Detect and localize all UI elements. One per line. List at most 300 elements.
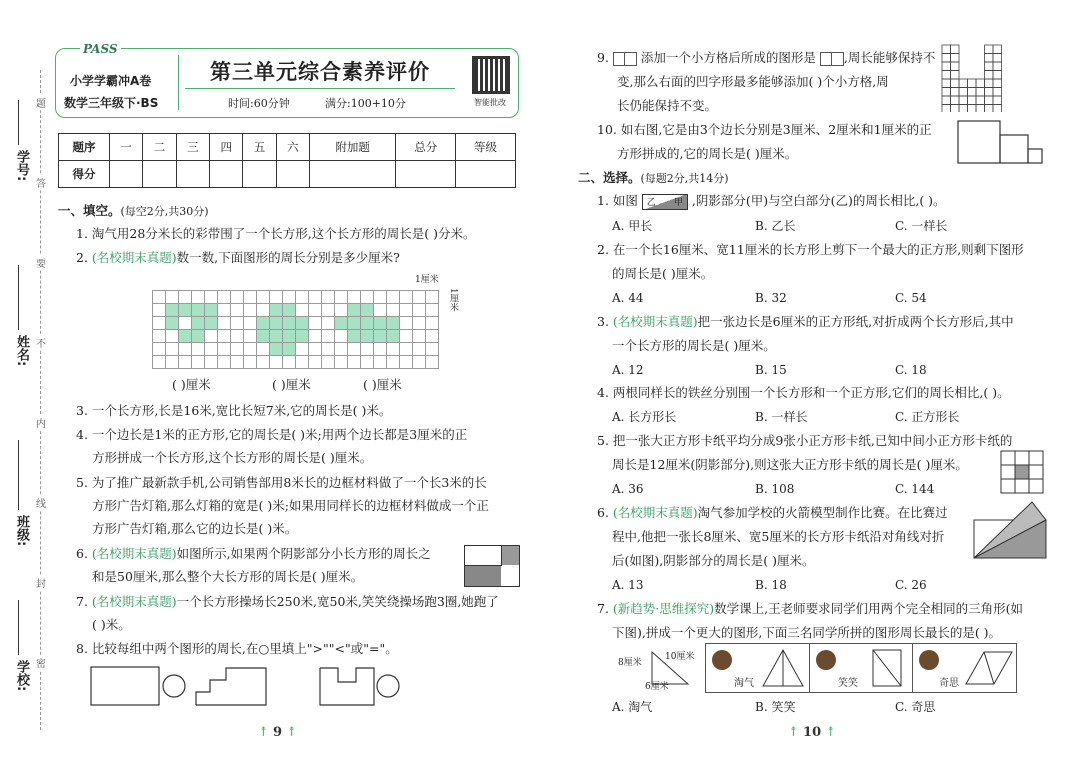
grid-cell — [387, 317, 400, 330]
grid-cell — [942, 105, 951, 113]
grid-cell — [270, 330, 283, 343]
section-note: (每题2分,共14分) — [640, 172, 729, 185]
choice-6-line2: 程中,他把一张长8厘米、宽5厘米的长方形卡纸沿对角线对折 — [612, 529, 945, 544]
child-name: 奇思 — [939, 678, 959, 689]
grid-cell — [942, 79, 951, 88]
choice-3-line1: 3. (名校期末真题)把一张边长是6厘米的正方形纸,对折成两个长方形后,其中 — [597, 314, 1014, 329]
grid-cell — [426, 291, 439, 304]
folded-rectangle-figure — [972, 500, 1050, 562]
grid-cell — [192, 291, 205, 304]
grid-cell — [959, 88, 968, 97]
qr-code-icon — [472, 56, 510, 94]
question-7-line2: ( )米。 — [92, 617, 131, 632]
question-tag: (名校期末真题) — [91, 250, 177, 265]
question-9-line2: 变,那么右面的凹字形最多能够添加( )个小方格,周 — [617, 74, 889, 89]
combined-shape — [871, 648, 905, 688]
child-name: 淘气 — [734, 678, 754, 689]
grid-cell — [361, 291, 374, 304]
grid-cell — [374, 356, 387, 369]
grid-cell — [387, 330, 400, 343]
grid-cell — [296, 343, 309, 356]
grid-cell — [361, 304, 374, 317]
grid-cell — [400, 343, 413, 356]
grid-cell — [374, 343, 387, 356]
question-9-line1: 9. 添加一个小方格后所成的图形是 ,周长能够保持不 — [597, 50, 936, 65]
grid-cell — [309, 304, 322, 317]
option-a[interactable]: A. 长方形长 — [612, 410, 677, 424]
grid-cell — [205, 304, 218, 317]
grid-cell — [993, 54, 1002, 63]
option-c[interactable]: C. 54 — [895, 291, 927, 305]
question-3: 3. 一个长方形,长是16米,宽比长短7米,它的周长是( )米。 — [76, 403, 392, 418]
grid-cell — [205, 291, 218, 304]
grid-cell — [322, 304, 335, 317]
grid-cell — [400, 356, 413, 369]
section-heading — [578, 170, 729, 187]
option-b[interactable]: B. 一样长 — [755, 410, 808, 424]
side-label: 8厘米 — [618, 658, 642, 668]
table-cell: 三 — [176, 134, 209, 161]
question-5-line3: 方形广告灯箱,那么它的边长是( )米。 — [92, 521, 298, 536]
grid-cell — [322, 356, 335, 369]
grid-cell — [335, 343, 348, 356]
grid-cell — [179, 317, 192, 330]
question-4-line1: 4. 一个边长是1米的正方形,它的周长是( )米;用两个边长都是3厘米的正 — [76, 427, 468, 442]
grid-cell — [257, 291, 270, 304]
grid-cell — [413, 317, 426, 330]
combined-shape — [964, 650, 1014, 686]
score-cell[interactable] — [243, 161, 276, 188]
seal-char: 要 — [36, 255, 46, 270]
student-id-label: 学号: — [14, 150, 29, 182]
option-a[interactable]: A. 淘气 — [612, 700, 653, 714]
option-c[interactable]: C. 18 — [895, 363, 927, 377]
small-grid-icon — [820, 52, 844, 66]
grid-cell — [993, 96, 1002, 105]
table-cell: 一 — [110, 134, 143, 161]
header-divider — [178, 55, 179, 110]
question-4-line2: 方形拼成一个长方形,这个长方形的周长是( )厘米。 — [92, 450, 373, 465]
page-number: ↟ 10 ↟ — [788, 725, 837, 740]
question-tag: (名校期末真题) — [612, 314, 698, 329]
grid-cell — [166, 330, 179, 343]
grid-cell — [257, 317, 270, 330]
grid-cell — [231, 343, 244, 356]
grid-cell — [270, 317, 283, 330]
seal-char: 内 — [36, 415, 46, 430]
grid-cell — [374, 330, 387, 343]
grid-cell — [283, 330, 296, 343]
grid-cell — [951, 79, 960, 88]
grid-cell — [296, 291, 309, 304]
section-title: 二、选择。 — [578, 170, 641, 185]
question-10-line2: 方形拼成的,它的周长是( )厘米。 — [617, 146, 798, 161]
grid-cell — [322, 330, 335, 343]
grid-cell — [951, 62, 960, 71]
table-cell: 五 — [243, 134, 276, 161]
split-rectangle-icon: 乙 甲 — [642, 194, 688, 210]
child-avatar-icon — [816, 650, 836, 670]
grid-cell — [153, 304, 166, 317]
grid-cell — [387, 343, 400, 356]
grid-cell — [192, 317, 205, 330]
grid-cell — [348, 291, 361, 304]
grid-cell — [283, 317, 296, 330]
grid-cell — [942, 54, 951, 63]
grid-cell — [413, 343, 426, 356]
grid-cell — [322, 317, 335, 330]
student-id-line — [18, 100, 19, 145]
grid-cell — [951, 71, 960, 80]
grid-cell — [361, 343, 374, 356]
child-avatar-icon — [712, 650, 732, 670]
question-text: 如图所示,如果两个阴影部分小长方形的周长之 — [176, 546, 431, 561]
question-tag: (名校期末真题) — [91, 546, 177, 561]
seal-char: 密 — [36, 655, 46, 670]
series-name: 小学学霸冲A卷 — [70, 74, 152, 88]
grid-figure — [152, 290, 439, 369]
right-page — [540, 0, 1080, 766]
class-label: 班级: — [14, 515, 29, 547]
side-label: 6厘米 — [645, 682, 669, 692]
grid-cell — [951, 96, 960, 105]
grid-cell — [985, 71, 994, 80]
grid-cell — [400, 304, 413, 317]
school-label: 学校: — [14, 660, 29, 692]
grid-cell — [348, 304, 361, 317]
choice-5-line2: 周长是12厘米(阴影部分),则这张大正方形卡纸的周长是( )厘米。 — [612, 457, 968, 472]
score-table-row — [59, 161, 516, 188]
option-c[interactable]: C. 奇思 — [895, 700, 936, 714]
score-cell[interactable] — [456, 161, 516, 188]
child-avatar-icon — [919, 650, 939, 670]
three-squares-figure — [957, 120, 1047, 165]
grid-cell — [309, 330, 322, 343]
small-grid-icon — [613, 52, 637, 66]
grid-cell — [270, 291, 283, 304]
grid-cell — [413, 291, 426, 304]
grid-cell — [179, 330, 192, 343]
option-a[interactable]: A. 44 — [612, 291, 644, 305]
grid-cell — [348, 317, 361, 330]
question-1: 1. 淘气用28分米长的彩带围了一个长方形,这个长方形的周长是( )分米。 — [76, 226, 476, 241]
grid-cell — [218, 343, 231, 356]
comparison-figures — [88, 662, 418, 712]
seal-char: 不 — [36, 335, 46, 350]
option-c[interactable]: C. 一样长 — [895, 219, 948, 233]
page-title: 第三单元综合素养评价 — [210, 60, 430, 84]
question-text: 数一数,下面图形的周长分别是多少厘米? — [176, 250, 400, 265]
grid-cell — [205, 330, 218, 343]
grid-cell — [192, 304, 205, 317]
grid-cell — [244, 291, 257, 304]
grid-cell — [968, 79, 977, 88]
grid-cell — [993, 62, 1002, 71]
grid-cell — [968, 96, 977, 105]
grid-cell — [309, 343, 322, 356]
grid-cell — [374, 291, 387, 304]
grid-cell — [205, 317, 218, 330]
grid-cell — [361, 330, 374, 343]
score-cell[interactable] — [310, 161, 396, 188]
grid-cell — [985, 62, 994, 71]
grid-cell — [231, 356, 244, 369]
grid-cell — [942, 62, 951, 71]
grid-cell — [218, 317, 231, 330]
option-c[interactable]: C. 144 — [895, 482, 935, 496]
table-cell: 附加题 — [310, 134, 396, 161]
option-a[interactable]: A. 甲长 — [612, 219, 653, 233]
option-b[interactable]: B. 笑笑 — [755, 700, 796, 714]
grid-cell — [218, 356, 231, 369]
question-10-line1: 10. 如右图,它是由3个边长分别是3厘米、2厘米和1厘米的正 — [597, 122, 932, 137]
grid-cell — [951, 45, 960, 54]
grid-cell — [976, 105, 985, 113]
grid-cell — [257, 304, 270, 317]
grid-cell — [993, 71, 1002, 80]
option-c[interactable]: C. 正方形长 — [895, 410, 960, 424]
table-cell: 二 — [143, 134, 176, 161]
grid-cell — [400, 330, 413, 343]
choice-7-line1: 7. (新趋势·思维探究)数学课上,王老师要求同学们用两个完全相同的三角形(如 — [597, 601, 1023, 616]
grid-cell — [335, 356, 348, 369]
grid-cell — [993, 105, 1002, 113]
score-cell[interactable] — [396, 161, 456, 188]
option-b[interactable]: B. 108 — [755, 482, 795, 496]
table-cell: 六 — [276, 134, 309, 161]
grid-cell — [218, 291, 231, 304]
side-label: 10厘米 — [665, 652, 695, 662]
grid-cell — [968, 88, 977, 97]
grid-cell — [942, 45, 951, 54]
grid-cell — [205, 343, 218, 356]
child-name: 笑笑 — [838, 678, 858, 689]
grid-cell — [257, 343, 270, 356]
grid-cell — [426, 317, 439, 330]
grid-cell — [244, 343, 257, 356]
choice-7-line2: 下图),拼成一个更大的图形,下面三名同学所拼的图形周长最长的是( )。 — [612, 625, 1002, 640]
grid-cell — [959, 96, 968, 105]
grid-cell — [335, 291, 348, 304]
answer-blank[interactable]: ( )厘米 — [172, 377, 211, 392]
option-a[interactable]: A. 36 — [612, 482, 644, 496]
grid-cell — [387, 356, 400, 369]
grid-cell — [413, 304, 426, 317]
seal-line — [40, 70, 41, 730]
grid-cell — [361, 317, 374, 330]
grid-cell — [192, 356, 205, 369]
grid-cell — [244, 356, 257, 369]
option-b[interactable]: B. 32 — [755, 291, 787, 305]
grid-cell — [283, 291, 296, 304]
grid-cell — [985, 105, 994, 113]
question-9-line3: 长仍能保持不变。 — [617, 98, 718, 113]
grid-cell — [942, 96, 951, 105]
table-cell: 总分 — [396, 134, 456, 161]
grid-cell — [968, 105, 977, 113]
name-label: 姓名: — [14, 335, 29, 367]
grid-cell — [179, 343, 192, 356]
grid-cell — [374, 304, 387, 317]
grid-cell — [426, 343, 439, 356]
grid-cell — [296, 317, 309, 330]
grid-cell — [309, 317, 322, 330]
choice-1-stem: 1. 如图 乙 甲 ,阴影部分(甲)与空白部分(乙)的周长相比,( )。 — [597, 193, 946, 208]
class-line — [18, 440, 19, 510]
section-heading — [58, 203, 209, 220]
grid-cell — [426, 304, 439, 317]
option-a[interactable]: A. 12 — [612, 363, 644, 377]
name-line — [18, 265, 19, 330]
seal-char: 答 — [36, 175, 46, 190]
grid-cell — [959, 105, 968, 113]
grid-cell — [166, 343, 179, 356]
answer-blank[interactable]: ( )厘米 — [272, 377, 311, 392]
choice-6-line3: 后(如图),阴影部分的周长是( )厘米。 — [612, 553, 815, 568]
choice-5-line1: 5. 把一张大正方形卡纸平均分成9张小正方形卡纸,已知中间小正方形卡纸的 — [597, 433, 1013, 448]
grid-cell — [942, 71, 951, 80]
grid-cell — [951, 105, 960, 113]
grid-cell — [322, 343, 335, 356]
grid-cell — [985, 45, 994, 54]
grid-cell — [218, 304, 231, 317]
grid-cell — [951, 54, 960, 63]
title-rule — [185, 88, 455, 89]
grid-cell — [426, 330, 439, 343]
question-6-line2: 和是50厘米,那么整个大长方形的周长是( )厘米。 — [92, 569, 364, 584]
unit-label: 1厘米 — [448, 288, 458, 312]
grid-cell — [296, 330, 309, 343]
grid-cell — [153, 330, 166, 343]
table-cell: 等级 — [456, 134, 516, 161]
grid-cell — [993, 79, 1002, 88]
grid-cell — [270, 304, 283, 317]
grid-cell — [257, 356, 270, 369]
grid-cell — [976, 96, 985, 105]
table-cell: 四 — [210, 134, 243, 161]
option-b[interactable]: B. 15 — [755, 363, 787, 377]
grid-cell — [153, 291, 166, 304]
grid-cell — [976, 88, 985, 97]
grid-cell — [192, 330, 205, 343]
grid-cell — [335, 330, 348, 343]
grid-cell — [244, 304, 257, 317]
score-table-header-row — [59, 134, 516, 161]
grid-cell — [387, 304, 400, 317]
answer-blank[interactable]: ( )厘米 — [363, 377, 402, 392]
question-5-line1: 5. 为了推广最新款手机,公司销售部用8米长的边框材料做了一个长3米的长 — [76, 475, 487, 490]
school-line — [18, 600, 19, 655]
grid-cell — [179, 356, 192, 369]
score-table — [58, 133, 516, 188]
grid-cell — [231, 304, 244, 317]
concave-grid-figure — [941, 44, 1003, 112]
grid-cell — [166, 356, 179, 369]
grid-cell — [283, 343, 296, 356]
grid-cell — [296, 304, 309, 317]
score-label: 满分:100+10分 — [325, 97, 406, 110]
grid-cell — [335, 317, 348, 330]
section-note: (每空2分,共30分) — [120, 205, 209, 218]
grid-cell — [387, 291, 400, 304]
grid-cell — [951, 88, 960, 97]
grid-cell — [153, 356, 166, 369]
seal-char: 封 — [36, 575, 46, 590]
question-5-line2: 方形广告灯箱,那么灯箱的宽是( )米;如果用同样长的边框材料做成一个正 — [92, 498, 489, 513]
option-c[interactable]: C. 26 — [895, 578, 927, 592]
option-a[interactable]: A. 13 — [612, 578, 644, 592]
question-8: 8. 比较每组中两个图形的周长,在○里填上">""<"或"="。 — [76, 641, 398, 656]
grid-cell — [374, 317, 387, 330]
grid-cell — [985, 88, 994, 97]
grid-cell — [179, 304, 192, 317]
grid-cell — [205, 356, 218, 369]
score-cell[interactable] — [276, 161, 309, 188]
question-7-line1: 7. (名校期末真题)一个长方形操场长250米,宽50米,笑笑绕操场跑3圈,她跑了 — [76, 594, 499, 609]
grid-cell — [283, 356, 296, 369]
grid-cell — [959, 79, 968, 88]
grid-cell — [993, 88, 1002, 97]
score-cell[interactable] — [210, 161, 243, 188]
grid-cell — [400, 317, 413, 330]
score-cell[interactable] — [110, 161, 143, 188]
grid-cell — [296, 356, 309, 369]
grid-cell — [231, 330, 244, 343]
grid-cell — [179, 291, 192, 304]
grid-cell — [426, 356, 439, 369]
question-text: 一个长方形操场长250米,宽50米,笑笑绕操场跑3圈,她跑了 — [176, 594, 499, 609]
score-cell[interactable] — [176, 161, 209, 188]
grid-cell — [166, 317, 179, 330]
grid-cell — [348, 330, 361, 343]
nine-squares-figure — [1000, 450, 1044, 494]
grid-cell — [322, 291, 335, 304]
section-title: 一、填空。 — [58, 203, 121, 218]
student-panels — [705, 643, 1017, 693]
grid-cell — [413, 356, 426, 369]
grid-cell — [270, 356, 283, 369]
choice-4: 4. 两根同样长的铁丝分别围一个长方形和一个正方形,它们的周长相比,( )。 — [597, 385, 1010, 400]
option-b[interactable]: B. 18 — [755, 578, 787, 592]
time-label: 时间:60分钟 — [228, 97, 290, 110]
grid-cell — [153, 343, 166, 356]
grid-cell — [348, 343, 361, 356]
grid-cell — [335, 304, 348, 317]
table-cell: 得分 — [59, 161, 110, 188]
grid-cell — [218, 330, 231, 343]
page-number: ↟ 9 ↟ — [258, 725, 298, 740]
option-b[interactable]: B. 乙长 — [755, 219, 796, 233]
pass-logo: PASS — [80, 42, 121, 56]
grid-cell — [166, 304, 179, 317]
grid-cell — [413, 330, 426, 343]
grid-cell — [993, 45, 1002, 54]
choice-3-line2: 一个长方形的周长是( )厘米。 — [612, 338, 776, 353]
grid-cell — [244, 317, 257, 330]
question-tag: (名校期末真题) — [91, 594, 177, 609]
score-cell[interactable] — [143, 161, 176, 188]
question-tag: (名校期末真题) — [612, 505, 698, 520]
grid-cell — [942, 88, 951, 97]
seal-char: 线 — [36, 495, 46, 510]
grid-cell — [283, 304, 296, 317]
qr-caption: 智能批改 — [474, 98, 506, 107]
grid-cell — [309, 291, 322, 304]
question-tag: (新趋势·思维探究) — [612, 601, 715, 616]
seal-char: 题 — [36, 95, 46, 110]
grid-cell — [348, 356, 361, 369]
grid-cell — [985, 54, 994, 63]
